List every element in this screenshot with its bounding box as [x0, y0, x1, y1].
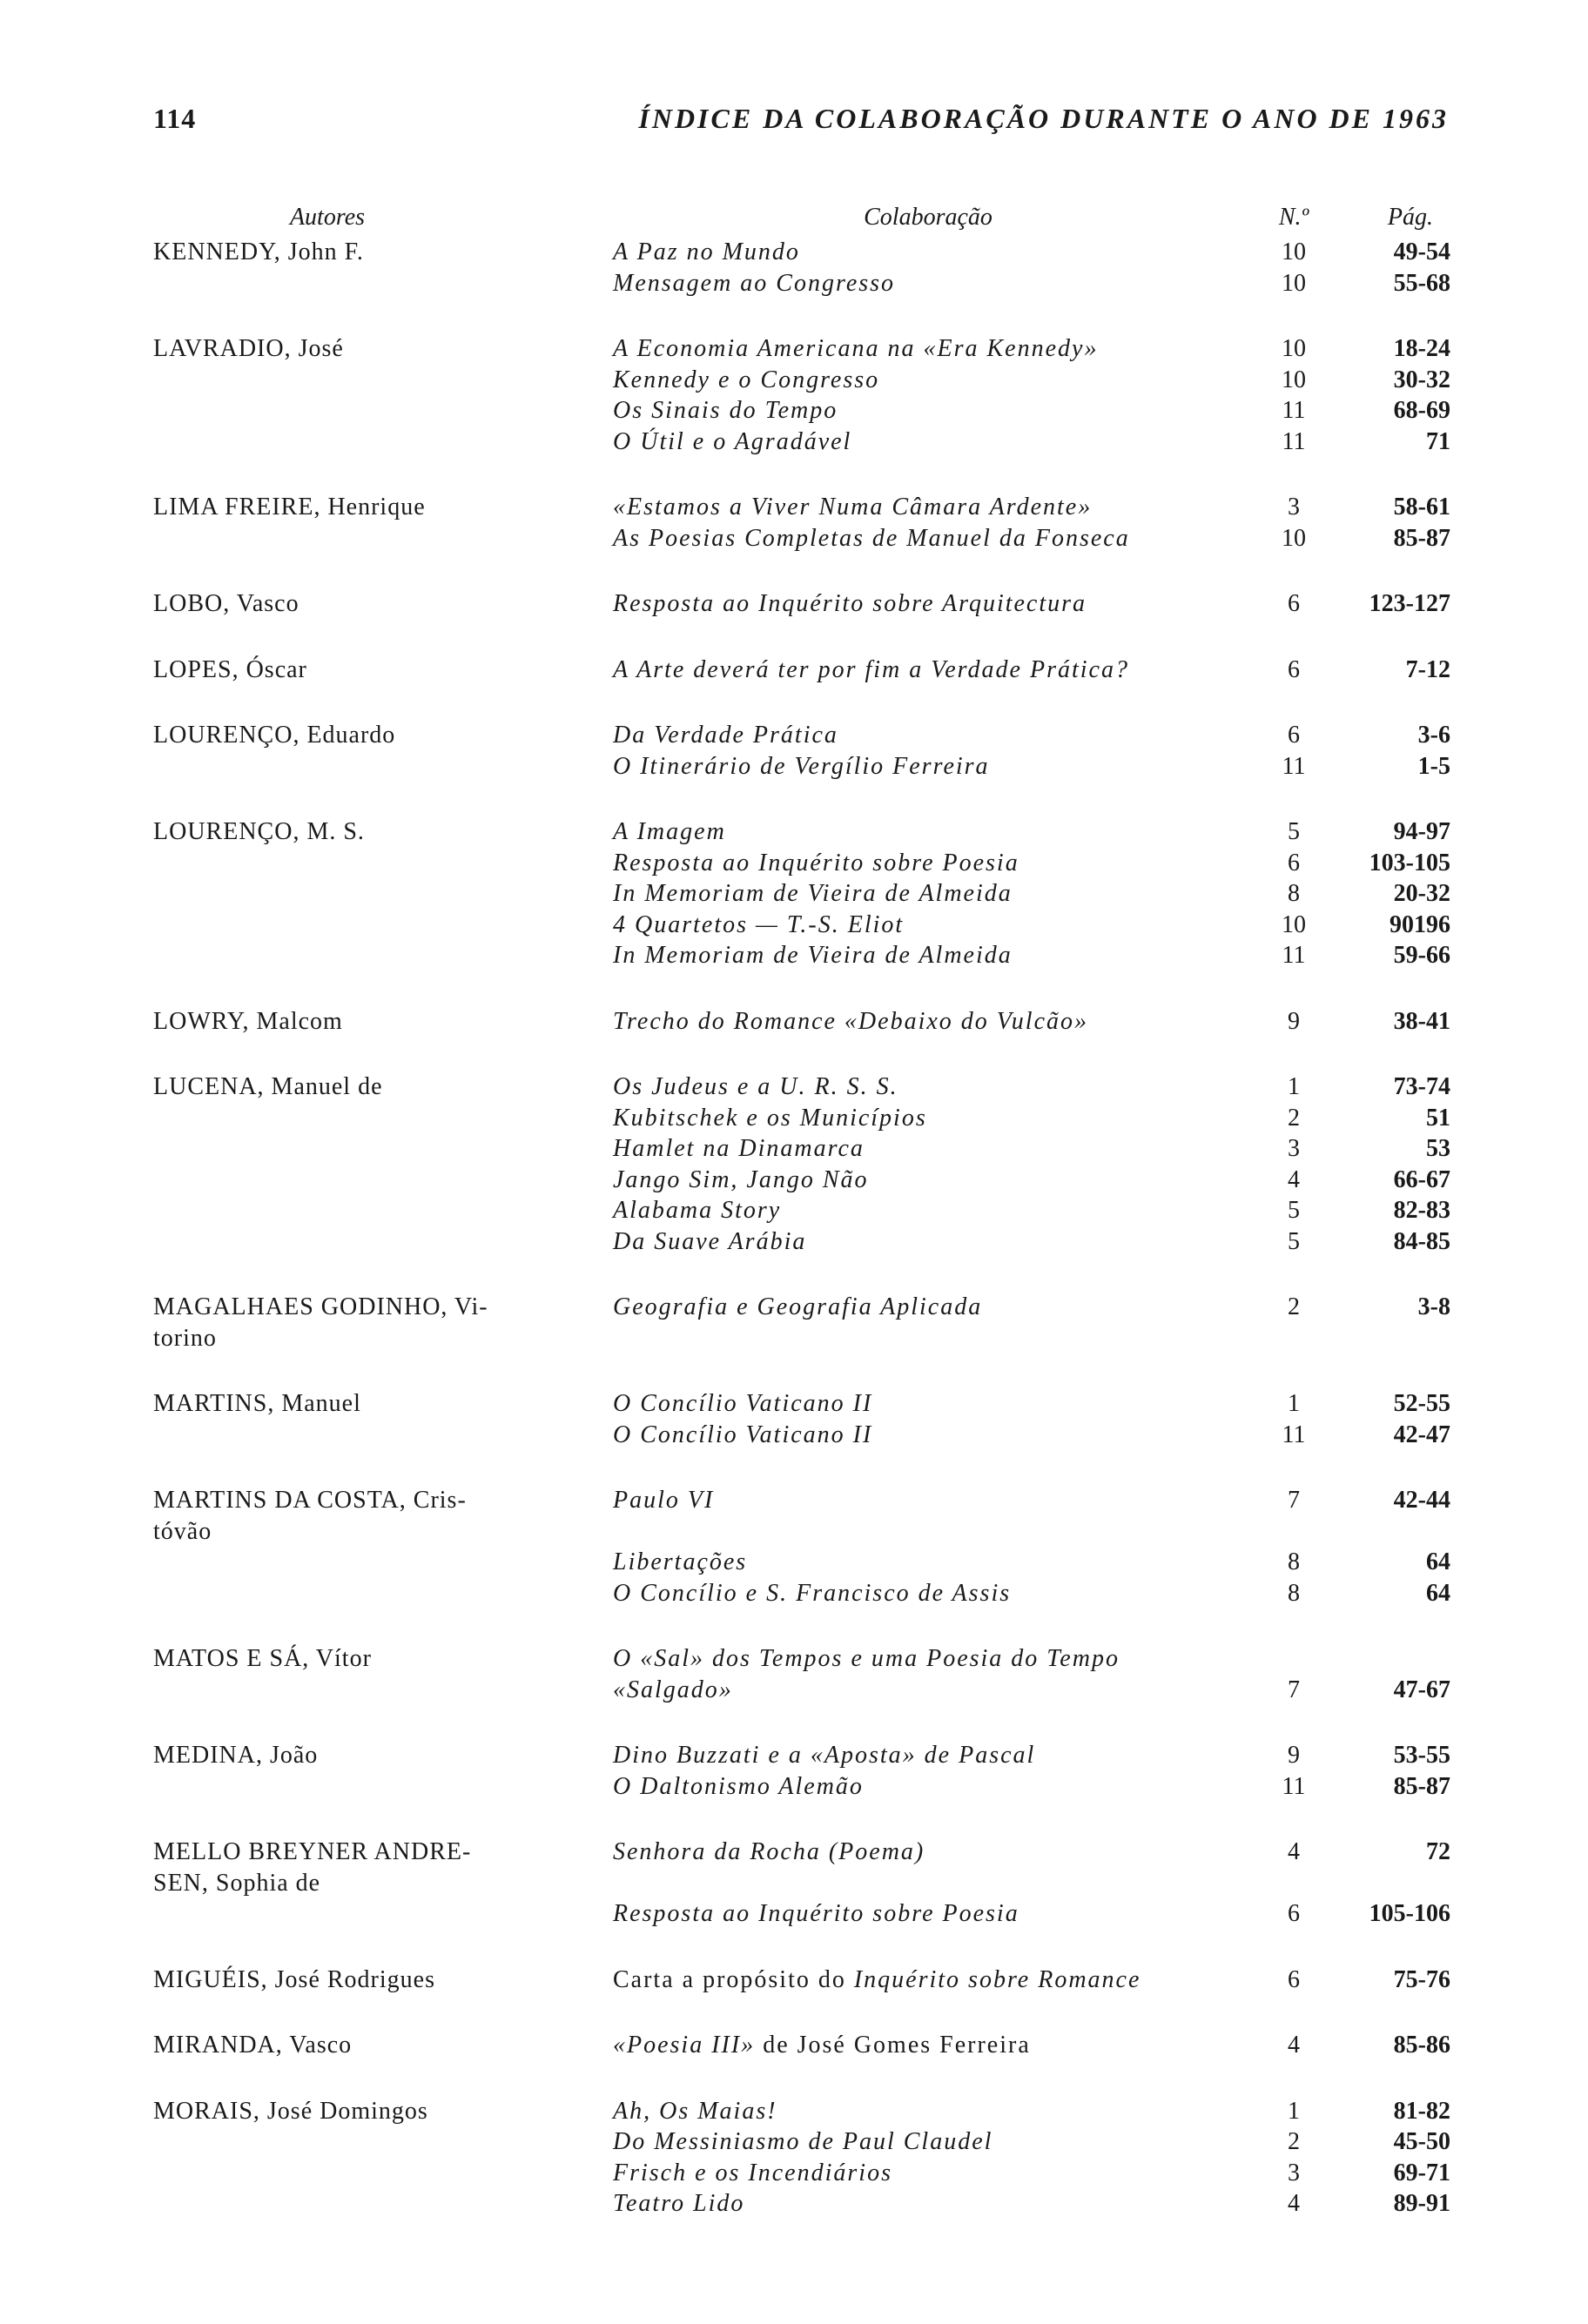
work-row [153, 1547, 1450, 1578]
work-row [153, 848, 1450, 879]
author-entry [153, 1831, 1450, 1959]
work-row [153, 2188, 1450, 2249]
author-name: LOBO, Vasco [153, 590, 299, 617]
author-name [153, 2188, 606, 2249]
work-title [606, 2025, 1250, 2091]
issue-number: 5 [1288, 818, 1300, 845]
issue-number: 2 [1288, 1293, 1300, 1320]
work-title: Ah, Os Maias! [613, 2097, 777, 2125]
page-range: 89-91 [1393, 2190, 1450, 2217]
page-range: 82-83 [1393, 1197, 1450, 1224]
author-name [153, 1578, 606, 1639]
author-name: MEDINA, João [153, 1742, 319, 1769]
work-title: As Poesias Completas de Manuel da Fonseca [613, 524, 1130, 552]
work-row [153, 1066, 1450, 1103]
author-entry [153, 1286, 1450, 1383]
page-range: 85-86 [1393, 2032, 1450, 2059]
author-name [153, 427, 606, 487]
work-row [153, 878, 1450, 910]
work-row [153, 1103, 1450, 1134]
issue-number: 10 [1282, 335, 1306, 362]
issue-number: 8 [1288, 880, 1300, 907]
author-name [153, 523, 606, 584]
work-title: Kubitschek e os Municípios [613, 1104, 927, 1132]
work-title: O Concílio e S. Francisco de Assis [613, 1579, 1012, 1607]
author-name: MATOS E SÁ, Vítor [153, 1645, 372, 1672]
issue-number: 10 [1282, 269, 1306, 297]
page-range: 66-67 [1393, 1165, 1450, 1193]
running-title: ÍNDICE DA COLABORAÇÃO DURANTE O ANO DE 1963 [638, 103, 1449, 134]
page-range: 42-47 [1393, 1421, 1450, 1448]
author-entry [153, 1959, 1450, 2025]
page-range: 51 [1426, 1104, 1450, 1132]
author-entry [153, 232, 1450, 328]
page-range: 55-68 [1393, 269, 1450, 297]
column-header-authors: Autores [289, 204, 366, 231]
page-range: 59-66 [1393, 942, 1450, 969]
issue-number: 5 [1288, 1227, 1300, 1255]
page-range: 47-67 [1393, 1676, 1450, 1703]
page-range: 85-87 [1393, 524, 1450, 552]
author-name [153, 910, 606, 941]
work-row [153, 1735, 1450, 1771]
work-title: Paulo VI [613, 1487, 715, 1514]
work-row [153, 910, 1450, 941]
work-row [153, 365, 1450, 396]
author-name: MARTINS DA COSTA, Cris- tóvão [153, 1487, 467, 1545]
author-entry [153, 811, 1450, 1001]
author-name [153, 1898, 606, 1959]
author-name: LOWRY, Malcom [153, 1007, 343, 1035]
page-range: 81-82 [1393, 2097, 1450, 2125]
issue-number: 10 [1282, 910, 1306, 938]
issue-number: 11 [1282, 427, 1306, 455]
index-table [153, 191, 1450, 2249]
issue-number: 6 [1288, 722, 1300, 749]
author-name [153, 1547, 606, 1578]
work-row [153, 1898, 1450, 1959]
page-range: 7-12 [1405, 655, 1450, 683]
work-row [153, 649, 1450, 715]
issue-number: 2 [1288, 1104, 1300, 1132]
work-title: A Paz no Mundo [613, 238, 800, 265]
page-range: 68-69 [1393, 397, 1450, 424]
issue-number: 1 [1288, 1073, 1300, 1100]
work-row [153, 1959, 1450, 2025]
work-row [153, 1195, 1450, 1226]
work-title: A Economia Americana na «Era Kennedy» [613, 335, 1099, 362]
author-name [153, 1226, 606, 1287]
work-title: Resposta ao Inquérito sobre Poesia [613, 1900, 1019, 1927]
page-range: 42-44 [1393, 1487, 1450, 1514]
issue-number: 11 [1282, 942, 1306, 969]
page-range [1337, 1638, 1450, 1675]
index-table-header [153, 191, 1450, 232]
issue-number: 6 [1288, 590, 1300, 617]
work-row [153, 427, 1450, 487]
work-row [153, 1286, 1450, 1383]
author-name [153, 1133, 606, 1165]
issue-number: 3 [1288, 494, 1300, 521]
issue-number: 4 [1288, 1838, 1300, 1865]
work-title: O Itinerário de Vergílio Ferreira [613, 752, 990, 780]
work-title-plain: Carta a propósito do [613, 1965, 854, 1993]
issue-number: 6 [1288, 655, 1300, 683]
issue-number: 11 [1282, 397, 1306, 424]
work-row [153, 751, 1450, 812]
author-name: MAGALHAES GODINHO, Vi- torino [153, 1293, 488, 1352]
author-name: MIRANDA, Vasco [153, 2032, 353, 2059]
work-title-italic: Inquérito sobre Romance [853, 1965, 1141, 1993]
author-name: LOURENÇO, M. S. [153, 818, 365, 845]
author-name: LOURENÇO, Eduardo [153, 722, 396, 749]
issue-number: 7 [1288, 1487, 1300, 1514]
work-title: Frisch e os Incendiários [613, 2159, 892, 2186]
author-entry [153, 1735, 1450, 1831]
author-entry [153, 715, 1450, 811]
issue-number: 1 [1288, 1390, 1300, 1417]
author-name [153, 1675, 606, 1736]
work-title: Os Judeus e a U. R. S. S. [613, 1073, 898, 1100]
author-name: MORAIS, José Domingos [153, 2097, 428, 2125]
author-entry [153, 1383, 1450, 1480]
page-range: 30-32 [1393, 366, 1450, 393]
page-range: 94-97 [1393, 818, 1450, 845]
work-row [153, 1831, 1450, 1898]
author-name [153, 1771, 606, 1832]
page-range: 123-127 [1369, 590, 1450, 617]
author-name: MIGUÉIS, José Rodrigues [153, 1965, 435, 1993]
author-name [153, 2126, 606, 2158]
work-title: Mensagem ao Congresso [613, 269, 896, 297]
work-title: «Salgado» [613, 1676, 733, 1703]
work-row [153, 1480, 1450, 1547]
page-range: 52-55 [1393, 1390, 1450, 1417]
issue-number: 10 [1282, 238, 1306, 265]
work-title: 4 Quartetos — T.-S. Eliot [613, 910, 905, 938]
work-row [153, 940, 1450, 1001]
work-title: O «Sal» dos Tempos e uma Poesia do Tempo [613, 1645, 1120, 1672]
page-range: 64 [1426, 1548, 1450, 1575]
work-title: O Daltonismo Alemão [613, 1772, 864, 1800]
issue-number: 6 [1288, 1965, 1300, 1993]
page-range: 69-71 [1393, 2159, 1450, 2186]
issue-number [1250, 1638, 1337, 1675]
issue-number: 4 [1288, 2190, 1300, 2217]
work-title: Hamlet na Dinamarca [613, 1135, 865, 1162]
issue-number: 11 [1282, 1772, 1306, 1800]
work-title: Resposta ao Inquérito sobre Poesia [613, 849, 1019, 877]
work-title-plain: de José Gomes Ferreira [755, 2032, 1031, 2059]
work-title: Do Messiniasmo de Paul Claudel [613, 2128, 993, 2155]
page-range: 72 [1426, 1838, 1450, 1865]
author-name: KENNEDY, John F. [153, 238, 364, 265]
work-title: Senhora da Rocha (Poema) [613, 1838, 925, 1865]
page-range: 45-50 [1393, 2128, 1450, 2155]
work-title: Libertações [613, 1548, 748, 1575]
author-name: LIMA FREIRE, Henrique [153, 494, 426, 521]
column-header-pages: Pág. [1387, 204, 1433, 231]
work-title: Kennedy e o Congresso [613, 366, 880, 393]
author-name: LOPES, Óscar [153, 655, 307, 683]
work-title: In Memoriam de Vieira de Almeida [613, 942, 1013, 969]
column-header-number: N.º [1278, 204, 1309, 231]
author-name [153, 848, 606, 879]
issue-number: 5 [1288, 1197, 1300, 1224]
page-range: 38-41 [1393, 1007, 1450, 1035]
work-title: Da Verdade Prática [613, 722, 838, 749]
work-title: Jango Sim, Jango Não [613, 1165, 869, 1193]
work-row [153, 1420, 1450, 1481]
author-entry [153, 2091, 1450, 2249]
page-range: 73-74 [1393, 1073, 1450, 1100]
page-range: 58-61 [1393, 494, 1450, 521]
author-entry [153, 649, 1450, 715]
issue-number: 4 [1288, 2032, 1300, 2059]
issue-number: 8 [1288, 1579, 1300, 1607]
issue-number: 7 [1288, 1676, 1300, 1703]
work-row [153, 2025, 1450, 2091]
page-range: 53 [1426, 1135, 1450, 1162]
issue-number: 2 [1288, 2128, 1300, 2155]
issue-number: 11 [1282, 1421, 1306, 1448]
author-name: MARTINS, Manuel [153, 1390, 361, 1417]
work-row [153, 1001, 1450, 1067]
work-row [153, 268, 1450, 329]
page-range: 75-76 [1393, 1965, 1450, 1993]
work-row [153, 487, 1450, 523]
work-row [153, 1165, 1450, 1196]
work-title: «Estamos a Viver Numa Câmara Ardente» [613, 494, 1093, 521]
page-range: 49-54 [1393, 238, 1450, 265]
author-entry [153, 1638, 1450, 1735]
work-title: Resposta ao Inquérito sobre Arquitectura [613, 590, 1087, 617]
author-name: LUCENA, Manuel de [153, 1073, 383, 1100]
page-range: 1-5 [1417, 752, 1450, 780]
issue-number: 3 [1288, 2159, 1300, 2186]
author-name [153, 268, 606, 329]
page-range: 3-6 [1417, 722, 1450, 749]
author-name [153, 1165, 606, 1196]
work-row [153, 1675, 1450, 1736]
work-title: In Memoriam de Vieira de Almeida [613, 880, 1013, 907]
page-range: 103-105 [1369, 849, 1450, 877]
work-row [153, 232, 1450, 268]
work-title: A Arte deverá ter por fim a Verdade Prática? [613, 655, 1129, 683]
work-title: Teatro Lido [613, 2190, 745, 2217]
author-entry [153, 1480, 1450, 1638]
issue-number: 11 [1282, 752, 1306, 780]
work-title: Da Suave Arábia [613, 1227, 807, 1255]
work-row [153, 1578, 1450, 1639]
author-name [153, 751, 606, 812]
work-title [606, 1959, 1250, 2025]
page-range: 105-106 [1369, 1900, 1450, 1927]
work-row [153, 811, 1450, 848]
work-row [153, 2126, 1450, 2158]
page-range: 53-55 [1393, 1742, 1450, 1769]
work-row [153, 328, 1450, 365]
work-row [153, 2158, 1450, 2189]
page-range: 64 [1426, 1579, 1450, 1607]
page-range: 20-32 [1393, 880, 1450, 907]
author-name: MELLO BREYNER ANDRE- SEN, Sophia de [153, 1838, 472, 1897]
issue-number: 9 [1288, 1742, 1300, 1769]
author-name [153, 1103, 606, 1134]
issue-number: 1 [1288, 2097, 1300, 2125]
work-row [153, 395, 1450, 427]
page-header [153, 103, 1449, 146]
issue-number: 4 [1288, 1165, 1300, 1193]
author-name [153, 2158, 606, 2189]
work-row [153, 1133, 1450, 1165]
author-entry [153, 2025, 1450, 2091]
author-entry [153, 1066, 1450, 1286]
author-entry [153, 487, 1450, 583]
work-row [153, 1383, 1450, 1420]
work-title: Os Sinais do Tempo [613, 397, 838, 424]
issue-number: 8 [1288, 1548, 1300, 1575]
page-range: 18-24 [1393, 335, 1450, 362]
author-name [153, 1420, 606, 1481]
author-entry [153, 328, 1450, 487]
page-range: 84-85 [1393, 1227, 1450, 1255]
page-range: 71 [1426, 427, 1450, 455]
work-row [153, 2091, 1450, 2127]
work-title: Dino Buzzati e a «Aposta» de Pascal [613, 1742, 1036, 1769]
work-title: O Concílio Vaticano II [613, 1421, 873, 1448]
page-range: 85-87 [1393, 1772, 1450, 1800]
work-title: O Concílio Vaticano II [613, 1390, 873, 1417]
issue-number: 10 [1282, 524, 1306, 552]
work-title: A Imagem [613, 818, 726, 845]
work-title-italic: «Poesia III» [613, 2032, 756, 2059]
issue-number: 9 [1288, 1007, 1300, 1035]
work-title: Trecho do Romance «Debaixo do Vulcão» [613, 1007, 1089, 1035]
work-row [153, 1638, 1450, 1675]
work-row [153, 1771, 1450, 1832]
work-row [153, 583, 1450, 649]
work-title: O Útil e o Agradável [613, 427, 852, 455]
issue-number: 3 [1288, 1135, 1300, 1162]
issue-number: 10 [1282, 366, 1306, 393]
work-title: Alabama Story [613, 1197, 782, 1224]
page-range: 90196 [1390, 910, 1450, 938]
author-entry [153, 583, 1450, 649]
author-name [153, 395, 606, 427]
column-header-collaboration: Colaboração [864, 204, 992, 231]
author-name [153, 1195, 606, 1226]
author-name: LAVRADIO, José [153, 335, 344, 362]
work-row [153, 523, 1450, 584]
issue-number: 6 [1288, 1900, 1300, 1927]
author-entry [153, 1001, 1450, 1067]
issue-number: 6 [1288, 849, 1300, 877]
author-name [153, 365, 606, 396]
author-name [153, 878, 606, 910]
author-name [153, 940, 606, 1001]
work-title: Geografia e Geografia Aplicada [613, 1293, 983, 1320]
page-number: 114 [153, 103, 197, 134]
work-row [153, 715, 1450, 751]
page-range: 3-8 [1417, 1293, 1450, 1320]
work-row [153, 1226, 1450, 1287]
